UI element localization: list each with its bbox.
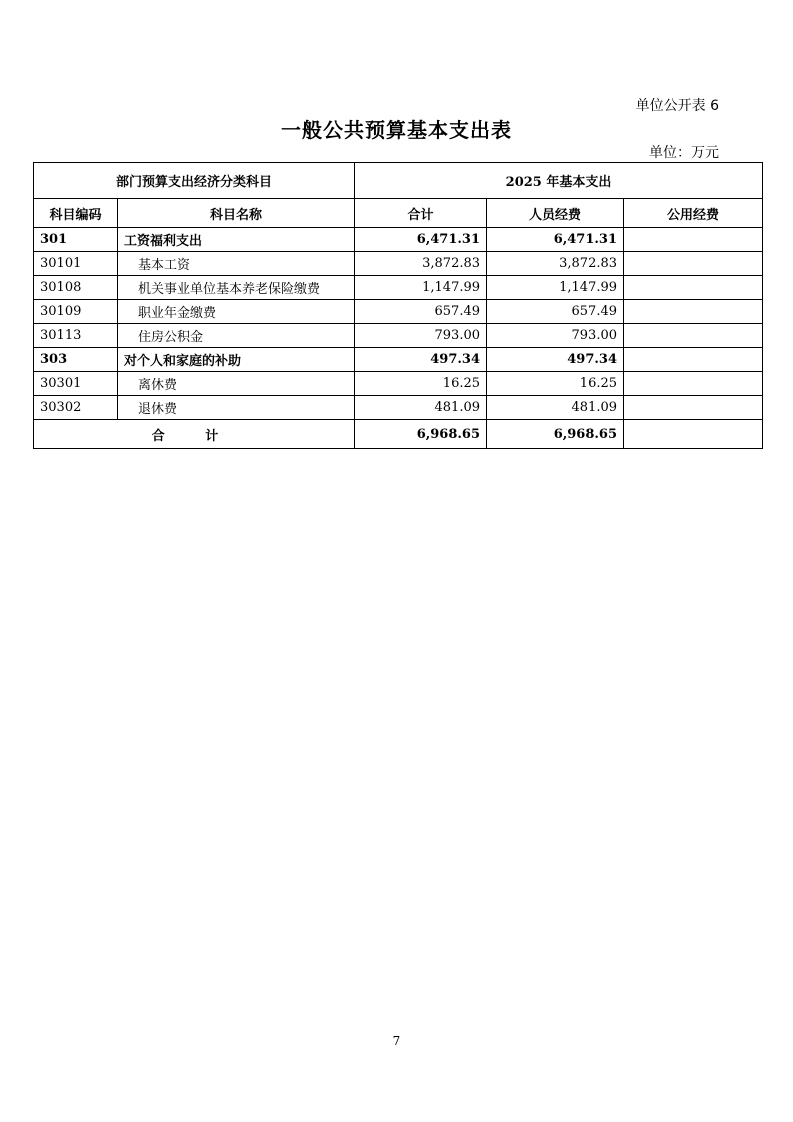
- table-row: [34, 324, 763, 348]
- unit-label: 单位：万元: [649, 145, 719, 161]
- group-header-row: [34, 163, 763, 199]
- cell-code: 30109: [34, 300, 118, 324]
- table-row: [34, 252, 763, 276]
- cell-total: 6,471.31: [355, 228, 487, 252]
- column-header-public: 公用经费: [624, 199, 763, 228]
- cell-personnel: 793.00: [487, 324, 624, 348]
- cell-name: 工资福利支出: [118, 228, 355, 252]
- cell-code: 301: [34, 228, 118, 252]
- cell-public: [624, 252, 763, 276]
- cell-name: 对个人和家庭的补助: [118, 348, 355, 372]
- cell-personnel: 1,147.99: [487, 276, 624, 300]
- table-row: [34, 396, 763, 420]
- total-personnel: 6,968.65: [487, 420, 624, 449]
- table-row: [34, 276, 763, 300]
- cell-personnel: 6,471.31: [487, 228, 624, 252]
- cell-public: [624, 276, 763, 300]
- table-row: [34, 228, 763, 252]
- group-header-economic-classification: 部门预算支出经济分类科目: [34, 163, 355, 199]
- cell-name: 离休费: [118, 372, 355, 396]
- cell-name: 基本工资: [118, 252, 355, 276]
- table-row: [34, 372, 763, 396]
- cell-code: 30108: [34, 276, 118, 300]
- cell-personnel: 657.49: [487, 300, 624, 324]
- total-sum: 6,968.65: [355, 420, 487, 449]
- cell-personnel: 16.25: [487, 372, 624, 396]
- page-number: 7: [392, 1034, 401, 1048]
- cell-name: 住房公积金: [118, 324, 355, 348]
- table-row: [34, 300, 763, 324]
- cell-total: 497.34: [355, 348, 487, 372]
- cell-personnel: 497.34: [487, 348, 624, 372]
- table-row: [34, 348, 763, 372]
- cell-public: [624, 324, 763, 348]
- table-number: 单位公开表 6: [635, 98, 719, 114]
- cell-total: 1,147.99: [355, 276, 487, 300]
- cell-public: [624, 228, 763, 252]
- cell-code: 303: [34, 348, 118, 372]
- budget-table: [33, 162, 763, 449]
- column-header-total: 合计: [355, 199, 487, 228]
- cell-total: 16.25: [355, 372, 487, 396]
- cell-total: 657.49: [355, 300, 487, 324]
- cell-total: 481.09: [355, 396, 487, 420]
- cell-code: 30301: [34, 372, 118, 396]
- total-row: [34, 420, 763, 449]
- cell-personnel: 3,872.83: [487, 252, 624, 276]
- cell-public: [624, 396, 763, 420]
- cell-code: 30101: [34, 252, 118, 276]
- cell-public: [624, 300, 763, 324]
- cell-name: 机关事业单位基本养老保险缴费: [118, 276, 355, 300]
- cell-personnel: 481.09: [487, 396, 624, 420]
- cell-code: 30302: [34, 396, 118, 420]
- cell-code: 30113: [34, 324, 118, 348]
- column-header-code: 科目编码: [34, 199, 118, 228]
- column-header-row: [34, 199, 763, 228]
- cell-total: 793.00: [355, 324, 487, 348]
- total-label: 合 计: [34, 420, 355, 449]
- page-title: 一般公共预算基本支出表: [281, 118, 512, 142]
- cell-public: [624, 348, 763, 372]
- group-header-basic-expenditure: 2025 年基本支出: [355, 163, 763, 199]
- cell-total: 3,872.83: [355, 252, 487, 276]
- total-public: [624, 420, 763, 449]
- column-header-personnel: 人员经费: [487, 199, 624, 228]
- cell-name: 退休费: [118, 396, 355, 420]
- column-header-name: 科目名称: [118, 199, 355, 228]
- cell-name: 职业年金缴费: [118, 300, 355, 324]
- cell-public: [624, 372, 763, 396]
